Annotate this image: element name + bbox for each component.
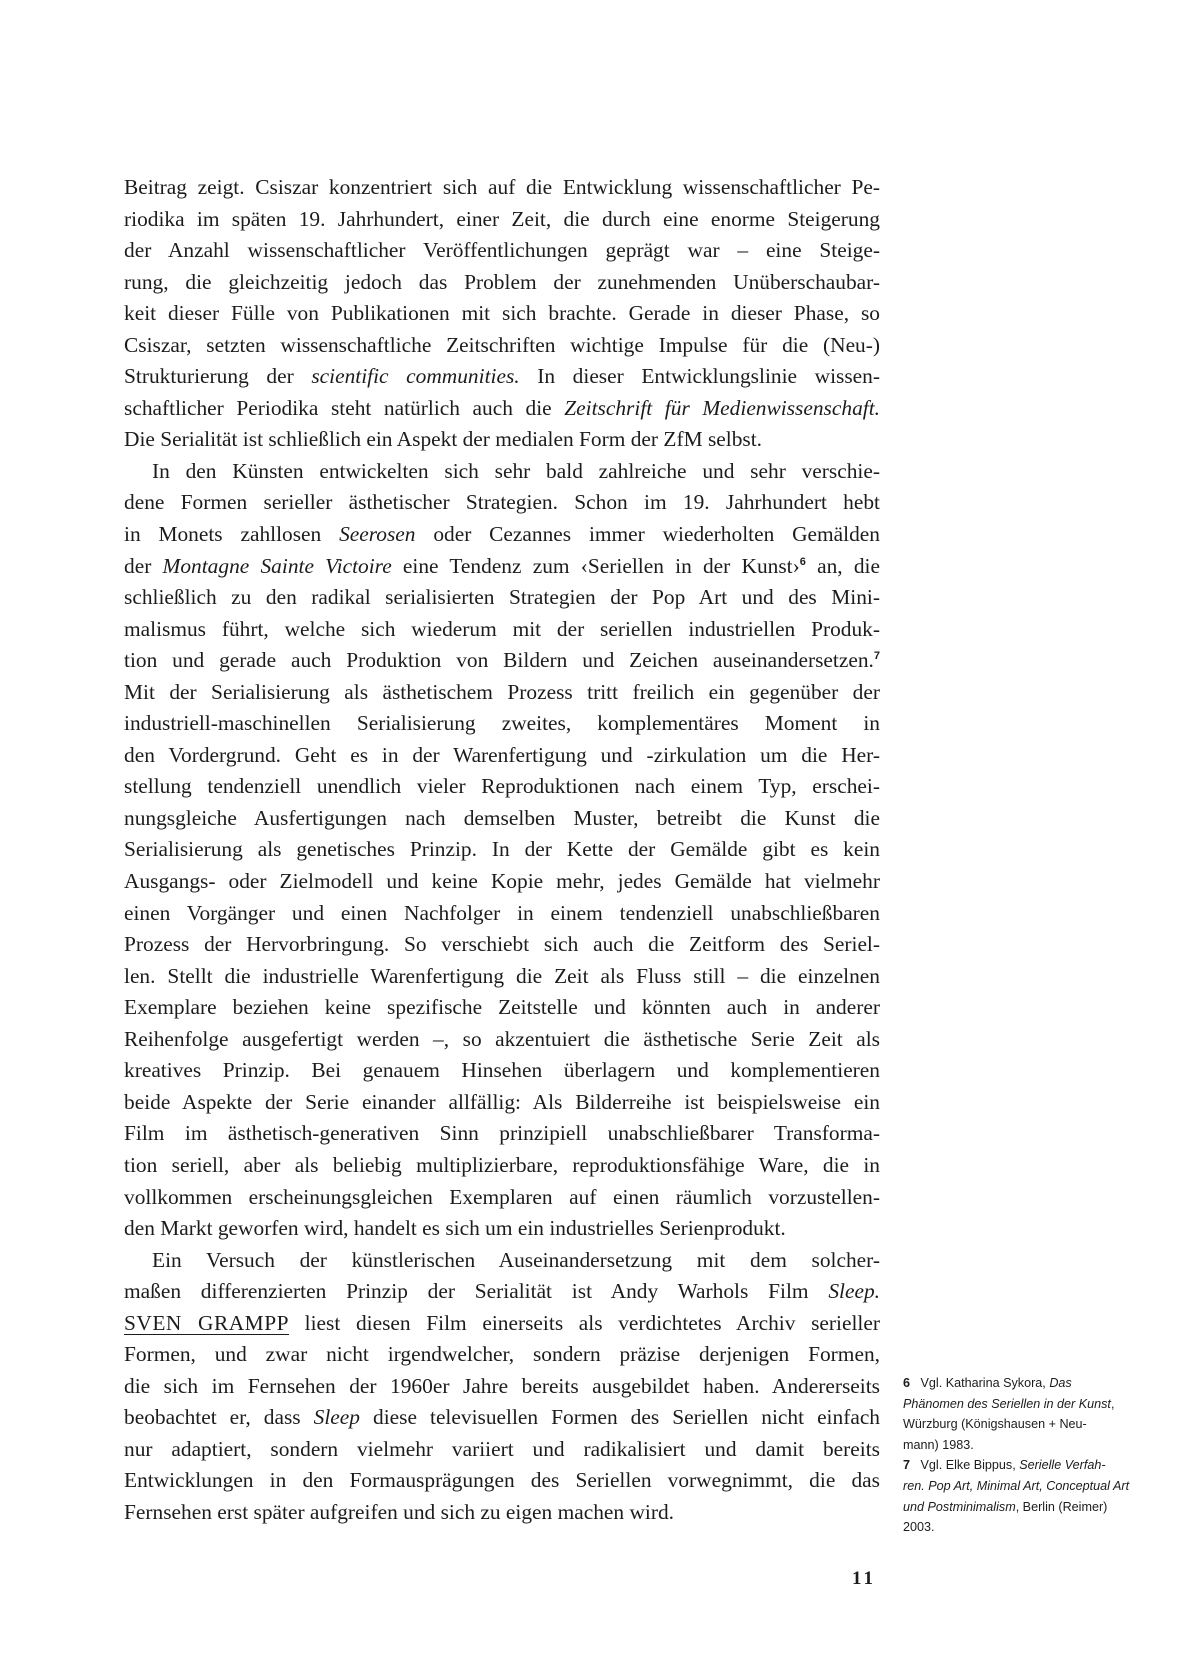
text-line: Csiszar, setzten wissenschaftliche Zeitschriften wichtige Impulse für die (Neu-): [124, 332, 880, 357]
text-line: tion seriell, aber als beliebig multiplizierbare, reproduktionsfähige Ware, die in: [124, 1152, 880, 1177]
footnote-line: 6 Vgl. Katharina Sykora, Das: [903, 1373, 1143, 1394]
text-line: Prozess der Hervorbringung. So verschiebt sich auch die Zeitform des Seriel-: [124, 932, 880, 957]
text-line: SVEN GRAMPP liest diesen Film einerseits als verdichtetes Archiv serieller: [124, 1310, 880, 1335]
footnote-line: 7 Vgl. Elke Bippus, Serielle Verfah-: [903, 1455, 1143, 1476]
text-line: schließlich zu den radikal serialisierten Strategien der Pop Art und des Mini-: [124, 585, 880, 610]
footnote-number: 7: [903, 1458, 911, 1473]
text-line: riodika im späten 19. Jahrhundert, einer Zeit, die durch eine enorme Steigerung: [124, 206, 880, 231]
text-line: Fernsehen erst später aufgreifen und sich zu eigen machen wird.: [124, 1499, 675, 1524]
footnote-line: Würzburg (Königshausen + Neu-: [903, 1417, 1087, 1432]
text-line: keit dieser Fülle von Publikationen mit sich brachte. Gerade in dieser Phase, so: [124, 301, 880, 326]
text-line: schaftlicher Periodika steht natürlich auch die Zeitschrift für Medienwissenschaft.: [124, 395, 880, 420]
text-line: Reihenfolge ausgefertigt werden –, so akzentuiert die ästhetische Serie Zeit als: [124, 1026, 880, 1051]
text-line: nur adaptiert, sondern vielmehr variiert und radikalisiert und damit bereits: [124, 1436, 880, 1461]
footnotes: [903, 1373, 1143, 1538]
text-line: der Anzahl wissenschaftlicher Veröffentlichungen geprägt war – eine Steige-: [124, 238, 880, 263]
text-line: den Markt geworfen wird, handelt es sich um ein industrielles Serienprodukt.: [124, 1216, 786, 1241]
text-line: In den Künsten entwickelten sich sehr bald zahlreiche und sehr verschie-: [152, 458, 880, 483]
text-line: Beitrag zeigt. Csiszar konzentriert sich auf die Entwicklung wissenschaftlicher Pe-: [124, 175, 880, 199]
text-line: Ein Versuch der künstlerischen Auseinandersetzung mit dem solcher-: [152, 1247, 880, 1272]
text-line: vollkommen erscheinungsgleichen Exemplaren auf einen räumlich vorzustellen-: [124, 1184, 880, 1209]
text-line: Ausgangs- oder Zielmodell und keine Kopie mehr, jedes Gemälde hat vielmehr: [124, 869, 880, 894]
text-line: den Vordergrund. Geht es in der Warenfertigung und -zirkulation um die Her-: [124, 742, 880, 767]
text-line: rung, die gleichzeitig jedoch das Problem der zunehmenden Unüberschaubar-: [124, 269, 880, 294]
text-line: einen Vorgänger und einen Nachfolger in einem tendenziell unabschließbaren: [124, 900, 880, 925]
footnote-line: und Postminimalism, Berlin (Reimer): [903, 1499, 1108, 1514]
body-text: [124, 172, 880, 1529]
footnote-number: 6: [903, 1376, 911, 1390]
text-line: len. Stellt die industrielle Warenfertigung die Zeit als Fluss still – die einzelnen: [124, 963, 880, 988]
text-line: Formen, und zwar nicht irgendwelcher, sondern präzise derjenigen Formen,: [124, 1342, 880, 1367]
author-name-link: SVEN GRAMPP: [124, 1310, 289, 1335]
text-line: Strukturierung der scientific communities. In dieser Entwicklungslinie wissen-: [124, 364, 880, 389]
text-line: dene Formen serieller ästhetischer Strategien. Schon im 19. Jahrhundert hebt: [124, 490, 880, 515]
text-line: kreatives Prinzip. Bei genauem Hinsehen überlagern und komplementieren: [124, 1058, 880, 1083]
text-line: Die Serialität ist schließlich ein Aspekt der medialen Form der ZfM selbst.: [124, 427, 763, 452]
text-line: Entwicklungen in den Formausprägungen des Seriellen vorwegnimmt, die das: [124, 1468, 880, 1493]
text-line: beobachtet er, dass Sleep diese televisuellen Formen des Seriellen nicht einfach: [124, 1405, 881, 1430]
text-line: stellung tendenziell unendlich vieler Reproduktionen nach einem Typ, erschei-: [124, 774, 880, 799]
text-line: die sich im Fernsehen der 1960er Jahre bereits ausgebildet haben. Andererseits: [124, 1373, 880, 1398]
text-line: tion und gerade auch Produktion von Bildern und Zeichen auseinandersetzen.$^7$: [124, 648, 880, 673]
text-line: Exemplare beziehen keine spezifische Zeitstelle und könnten auch in anderer: [124, 995, 880, 1020]
footnote-line: 2003.: [903, 1520, 935, 1535]
text-line: in Monets zahllosen Seerosen oder Cezannes immer wiederholten Gemälden: [124, 522, 880, 547]
text-line: der Montagne Sainte Victoire eine Tendenz zum ‹Seriellen in der Kunst›$^6$ an, die: [124, 553, 880, 578]
footnote-line: mann) 1983.: [903, 1437, 974, 1452]
text-line: maßen differenzierten Prinzip der Serialität ist Andy Warhols Film Sleep.: [124, 1279, 880, 1304]
footnote-reference: 7: [873, 650, 880, 663]
text-line: nungsgleiche Ausfertigungen nach demselben Muster, betreibt die Kunst die: [124, 805, 880, 830]
text-line: malismus führt, welche sich wiederum mit der seriellen industriellen Produk-: [124, 616, 880, 641]
text-line: Serialisierung als genetisches Prinzip. In der Kette der Gemälde gibt es kein: [124, 837, 880, 862]
footnote-line: Phänomen des Seriellen in der Kunst,: [903, 1396, 1115, 1411]
footnote-reference: 6: [799, 555, 806, 568]
text-line: Mit der Serialisierung als ästhetischem Prozess tritt freilich ein gegenüber der: [124, 679, 880, 704]
text-line: Film im ästhetisch-generativen Sinn prinzipiell unabschließbarer Transforma-: [124, 1121, 880, 1146]
page-number: 11: [852, 1568, 876, 1589]
text-line: beide Aspekte der Serie einander allfällig: Als Bilderreihe ist beispielsweise ein: [124, 1089, 880, 1114]
footnote-line: ren. Pop Art, Minimal Art, Conceptual Art: [903, 1478, 1130, 1493]
text-line: industriell-maschinellen Serialisierung zweites, komplementäres Moment in: [124, 711, 880, 736]
